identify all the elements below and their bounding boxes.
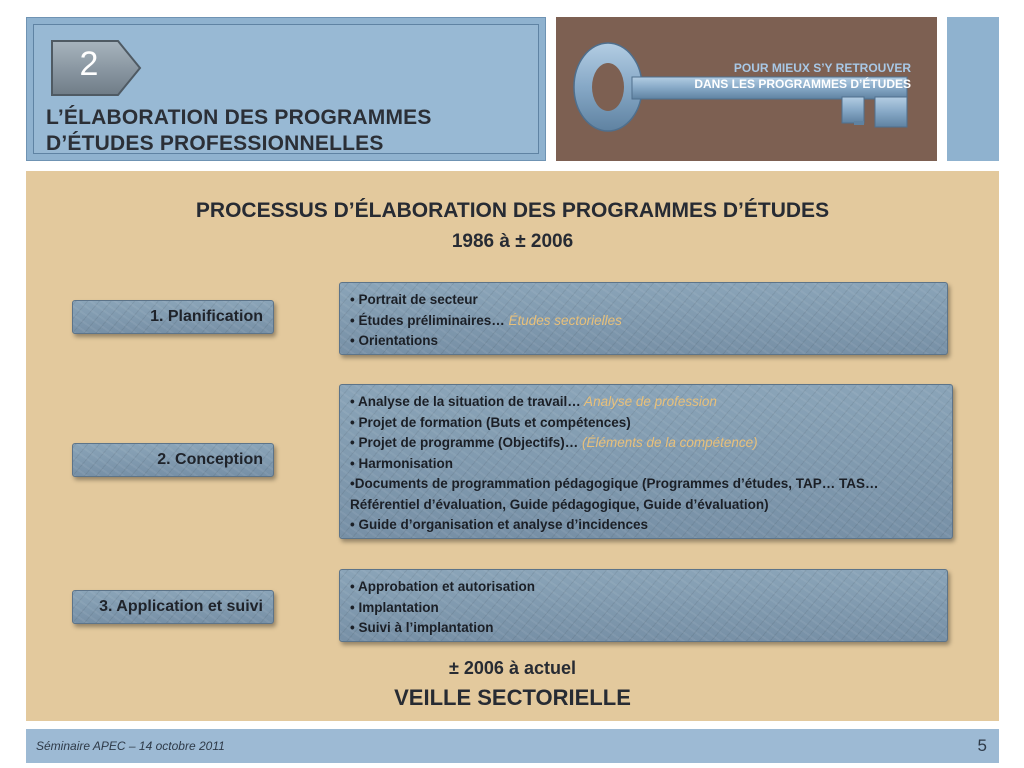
slide-footer (26, 729, 999, 763)
header-key-panel (556, 17, 937, 161)
page-title (46, 105, 526, 157)
process-period: 1986 à ± 2006 (451, 231, 574, 252)
page-title-line-2: D’ÉTUDES PROFESSIONNELLES (46, 132, 384, 155)
item-note: Études sectorielles (504, 312, 622, 328)
current-title: VEILLE SECTORIELLE (394, 685, 631, 710)
footer-caption: Séminaire APEC – 14 octobre 2011 (36, 739, 225, 753)
chapter-badge (50, 39, 142, 97)
list-item: •Documents de programmation pédagogique (Programmes d’études, TAP… TAS… (350, 476, 879, 491)
step-planification: 1. Planification (72, 300, 274, 334)
process-title: PROCESSUS D’ÉLABORATION DES PROGRAMMES D’ÉTUDES (195, 199, 830, 222)
key-tagline-line-2: DANS LES PROGRAMMES D’ÉTUDES (694, 77, 911, 91)
application-details (339, 569, 948, 642)
header-title-frame (33, 24, 539, 154)
conception-details (339, 384, 953, 539)
header-title-panel (26, 17, 546, 161)
process-panel (26, 171, 999, 721)
list-item: • Harmonisation (350, 455, 453, 471)
page-number: 5 (977, 736, 987, 755)
list-item: • Projet de programme (Objectifs)… (Éléments de la compétence) (350, 435, 758, 450)
current-period: ± 2006 à actuel (449, 658, 576, 678)
list-item: • Analyse de la situation de travail… Analyse de profession (350, 394, 717, 409)
list-item: • Portrait de secteur (350, 292, 478, 307)
chapter-number: 2 (79, 45, 99, 83)
list-item: • Guide d’organisation et analyse d’incidences (350, 517, 649, 532)
list-item: • Approbation et autorisation (350, 579, 535, 594)
list-item: • Implantation (350, 599, 439, 615)
planification-details (339, 282, 948, 355)
list-item-continuation: Référentiel d’évaluation, Guide pédagogique, Guide d’évaluation) (350, 496, 769, 512)
key-icon (570, 37, 915, 147)
list-item: • Orientations (350, 333, 438, 348)
key-tagline-line-1: POUR MIEUX S’Y RETROUVER (733, 61, 911, 75)
header-accent-block (947, 17, 999, 161)
item-note: Analyse de profession (580, 394, 717, 409)
step-conception: 2. Conception (72, 443, 274, 477)
list-item: • Projet de formation (Buts et compétences) (350, 414, 631, 430)
list-item: • Suivi à l’implantation (350, 620, 494, 635)
list-item: • Études préliminaires… Études sectorielles (350, 312, 622, 328)
page-title-line-1: L’ÉLABORATION DES PROGRAMMES (46, 106, 432, 129)
item-note: (Éléments de la compétence) (578, 435, 758, 450)
step-application-suivi: 3. Application et suivi (72, 590, 274, 624)
